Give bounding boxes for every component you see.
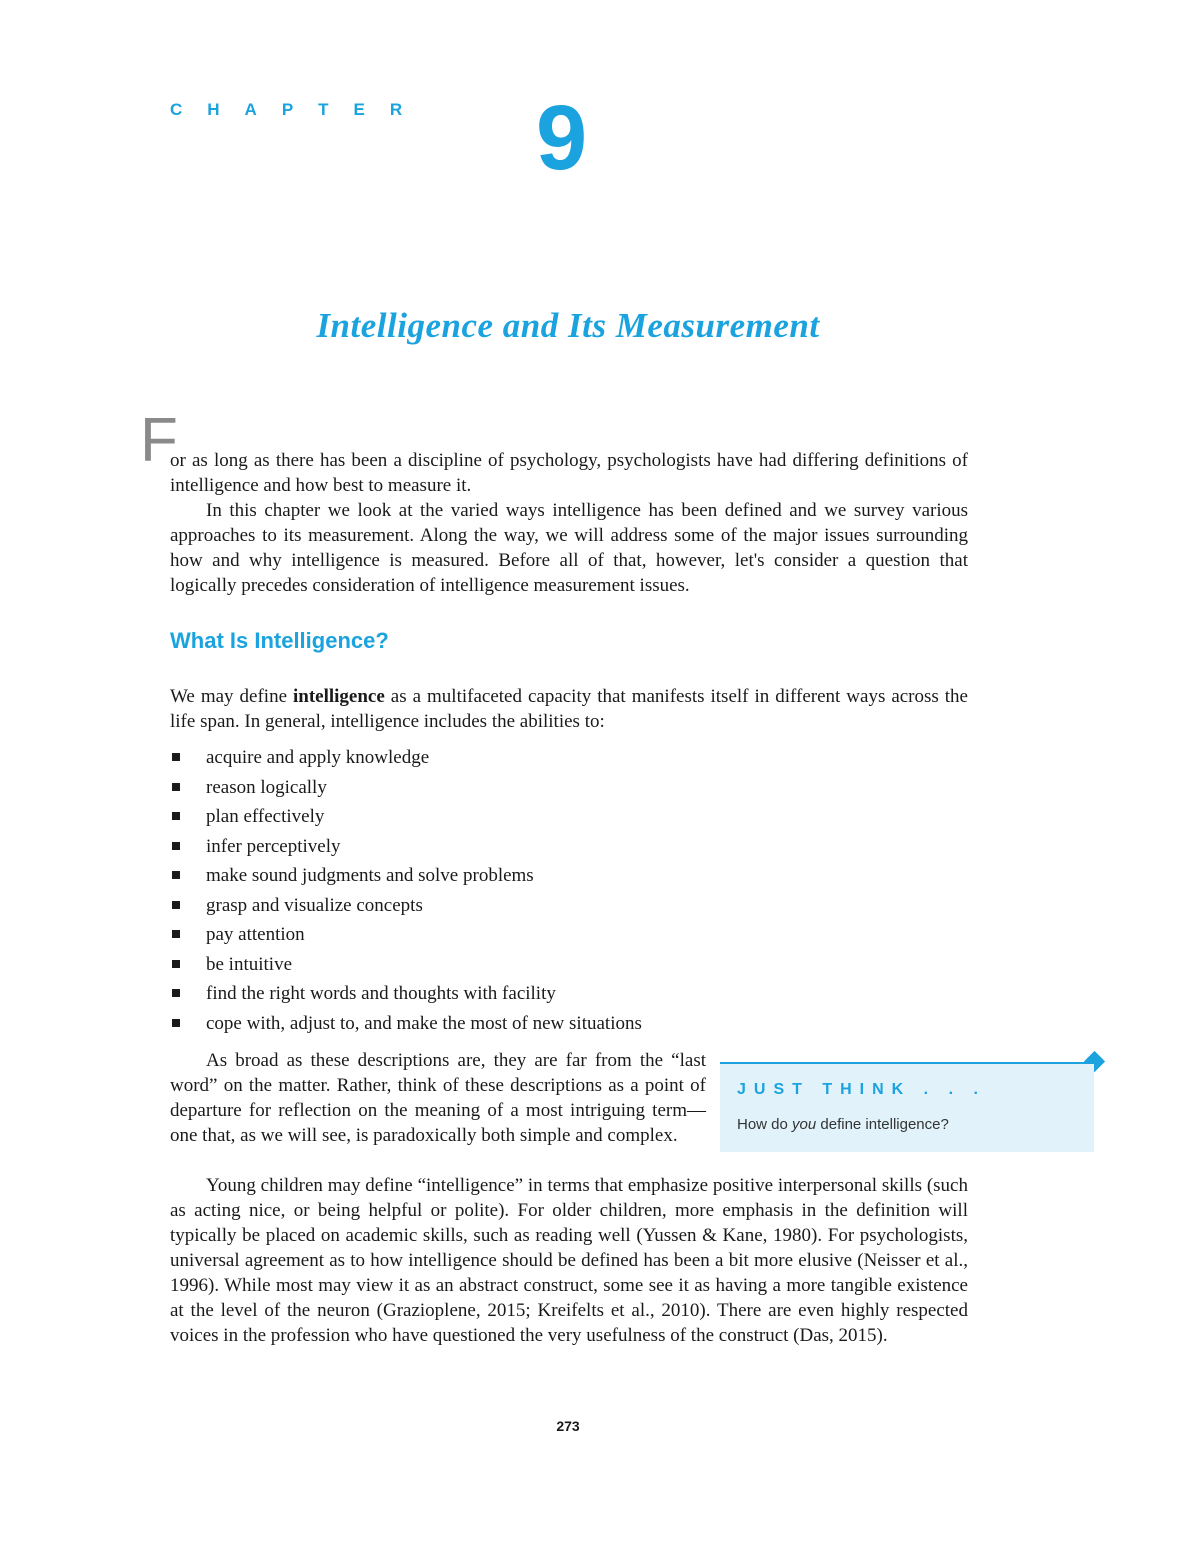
broad-paragraph: As broad as these descriptions are, they are far from the “last word” on the matter. Rather, think of these descriptions as a point of departure for reflection on the meaning of a most intriguing term—one that, as we will see, is paradoxically both simple and complex. <box>170 1050 706 1146</box>
bullet-square-icon <box>172 871 180 879</box>
abilities-list <box>170 745 642 1040</box>
definition-paragraph <box>170 684 968 734</box>
list-item: be intuitive <box>170 952 642 982</box>
bullet-square-icon <box>172 842 180 850</box>
list-item: make sound judgments and solve problems <box>170 863 642 893</box>
young-children-block <box>170 1173 968 1348</box>
bullet-square-icon <box>172 960 180 968</box>
bullet-square-icon <box>172 901 180 909</box>
bullet-square-icon <box>172 930 180 938</box>
page-number: 273 <box>556 1418 580 1434</box>
list-item: infer perceptively <box>170 834 642 864</box>
bullet-square-icon <box>172 1019 180 1027</box>
drop-cap: F <box>140 406 178 475</box>
intro-text <box>170 448 968 598</box>
list-item: grasp and visualize concepts <box>170 893 642 923</box>
list-item: cope with, adjust to, and make the most of new situations <box>170 1011 642 1041</box>
chapter-label: CHAPTER <box>170 100 428 119</box>
intro-paragraph-2: In this chapter we look at the varied ways intelligence has been defined and we survey various approaches to its measurement. Along the way, we will address some of the major issues surrounding how and why intelligence is measured. Before all of that, however, let's consider a question that logically precedes consideration of intelligence measurement issues. <box>170 500 968 596</box>
sidebar-emphasis: you <box>792 1116 817 1133</box>
list-item: pay attention <box>170 922 642 952</box>
sidebar-question: How do you define intelligence? <box>737 1116 949 1133</box>
just-think-sidebar <box>720 1062 1094 1152</box>
definition-term: intelligence <box>292 686 385 707</box>
sidebar-title: JUST THINK . . . <box>737 1081 986 1098</box>
list-item: plan effectively <box>170 804 642 834</box>
list-item: find the right words and thoughts with facility <box>170 981 642 1011</box>
broad-paragraph-block <box>170 1048 706 1148</box>
chapter-title: Intelligence and Its Measurement <box>316 306 820 345</box>
bullet-square-icon <box>172 753 180 761</box>
bullet-square-icon <box>172 812 180 820</box>
bullet-square-icon <box>172 783 180 791</box>
chapter-number: 9 <box>536 87 588 189</box>
intro-paragraph-1: or as long as there has been a discipline of psychology, psychologists have had differing definitions of intelligence and how best to measure it. <box>170 450 968 496</box>
definition-suffix: as a multifaceted capacity that manifests itself in different ways across the life span. In general, intelligence includes the abilities to: <box>170 686 968 732</box>
young-children-paragraph: Young children may define “intelligence” in terms that emphasize positive interpersonal skills (such as acting nice, or being helpful or polite). For older children, more emphasis in the definition will typically be placed on academic skills, such as reading well (Yussen & Kane, 1980). For psychologists, universal agreement as to how intelligence should be defined has been a bit more elusive (Neisser et al., 1996). While most may view it as an abstract construct, some see it as having a more tangible existence at the level of the neuron (Grazioplene, 2015; Kreifelts et al., 2010). There are even highly respected voices in the profession who have questioned the very usefulness of the construct (Das, 2015). <box>170 1175 968 1346</box>
list-item: reason logically <box>170 775 642 805</box>
list-item: acquire and apply knowledge <box>170 745 642 775</box>
definition-prefix: We may define <box>170 686 293 707</box>
section-heading: What Is Intelligence? <box>170 628 389 653</box>
bullet-square-icon <box>172 989 180 997</box>
